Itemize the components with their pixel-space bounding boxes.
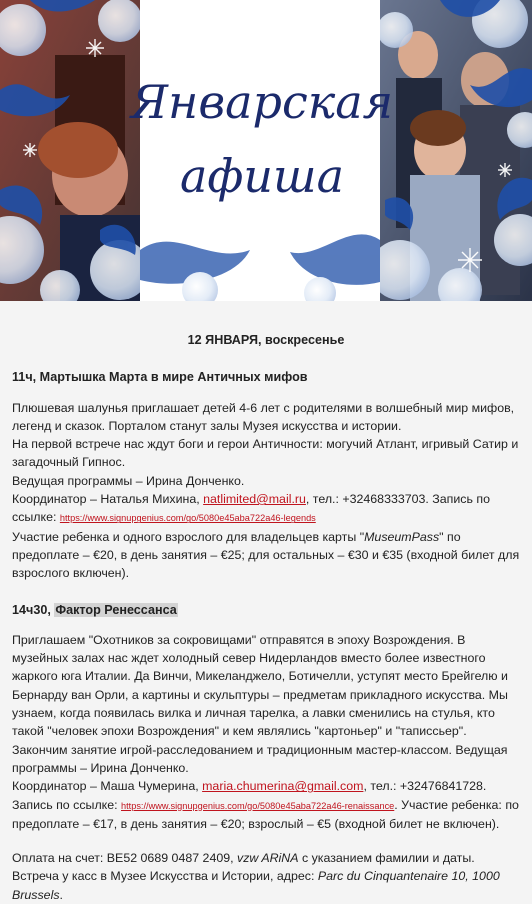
coordinator-label: Координатор – Наталья Михина, bbox=[12, 492, 204, 507]
payment-end: . bbox=[59, 887, 63, 902]
coordinator-label: Координатор – Маша Чумерина, bbox=[12, 779, 203, 794]
event1-title: 11ч, Мартышка Марта в мире Античных мифов bbox=[12, 370, 308, 385]
event1-email-link[interactable]: natlimited@mail.ru bbox=[203, 492, 306, 507]
spacer bbox=[12, 833, 520, 849]
event2-price: . Участие ребенка: по предоплате – €17, в день занятия – €20; взрослый – €5 (входной билет не включен). bbox=[12, 797, 519, 831]
banner-title-line2: афиша bbox=[179, 149, 345, 203]
spacer bbox=[12, 583, 520, 601]
payment-account: Оплата на счет: BE52 0689 0487 2409, bbox=[12, 851, 238, 866]
event1-host: Ведущая программы – Ирина Донченко. bbox=[12, 473, 245, 488]
event1-coordinator bbox=[12, 490, 520, 528]
header-banner bbox=[0, 0, 532, 301]
event1-price bbox=[12, 528, 520, 583]
event2-title bbox=[12, 601, 520, 619]
event1-description-2: На первой встрече нас ждут боги и герои Античности: могучий Атлант, игривый Сатир и загадочный Гипнос. bbox=[12, 437, 519, 470]
event2-title-highlight: Фактор Ренессанса bbox=[55, 602, 177, 617]
event1-description: Плюшевая шалунья приглашает детей 4-6 лет с родителями в волшебный мир мифов, легенд и сказок. Порталом станут залы Музея искусства и истории. bbox=[12, 400, 515, 433]
event2-email-link[interactable]: maria.chumerina@gmail.com bbox=[202, 779, 364, 794]
coordinator-contact: , тел.: +32468333703. Запись по ссылке: bbox=[12, 492, 491, 525]
banner-title-line1: Январская bbox=[130, 75, 394, 129]
event2-coordinator bbox=[12, 777, 520, 833]
price-suffix: " по предоплате – €20, в день занятия – €25; для остальных – €30 и €35 (входной билет для взрослого включен). bbox=[12, 529, 520, 581]
payment-instructions: с указанием фамилии и даты. Встреча у касс в Музее Искусства и Истории, адрес: bbox=[12, 851, 475, 884]
content bbox=[0, 331, 532, 904]
payment-org: vzw ARiNA bbox=[237, 851, 299, 866]
event1-signup-link[interactable]: https://www.signupgenius.com/go/5080e45aba722a46-legends bbox=[59, 513, 316, 524]
event2-signup-link[interactable]: https://www.signupgenius.com/go/5080e45aba722a46-renaissance bbox=[121, 800, 395, 811]
payment-info bbox=[12, 849, 520, 904]
banner-illustration bbox=[0, 0, 532, 301]
date-heading: 12 ЯНВАРЯ, воскресенье bbox=[187, 333, 345, 347]
price-prefix: Участие ребенка и одного взрослого для владельцев карты " bbox=[12, 529, 365, 544]
museumpass-name: MuseumPass bbox=[364, 529, 440, 544]
payment-address: Parc du Cinquantenaire 10, 1000 Brussels bbox=[12, 869, 500, 902]
event2-time: 14ч30, bbox=[12, 602, 55, 617]
coordinator-contact: , тел.: +32476841728. Запись по ссылке: bbox=[12, 779, 487, 812]
event2-description: Приглашаем "Охотников за сокровищами" отправятся в эпоху Возрождения. В музейных залах нас ждет холодный север Нидерландов вместо более известного жаркого юга Италии. Да Винчи, Микеланджело, Ботичелли, уступят место Брейгелю и Бернарду ван Орли, а картины и скульптуры – предметам прикладного искусства. Мы узнаем, когда появилась вилка и личная тарелка, а лавки сменились на стулья, кто такой "человек эпохи Возрождения" и кем являлись "картоньер" и "таписсьер". Закончим занятие игрой-расследованием и традиционным мастер-классом. Ведущая программы – Ирина Донченко. bbox=[12, 632, 508, 775]
